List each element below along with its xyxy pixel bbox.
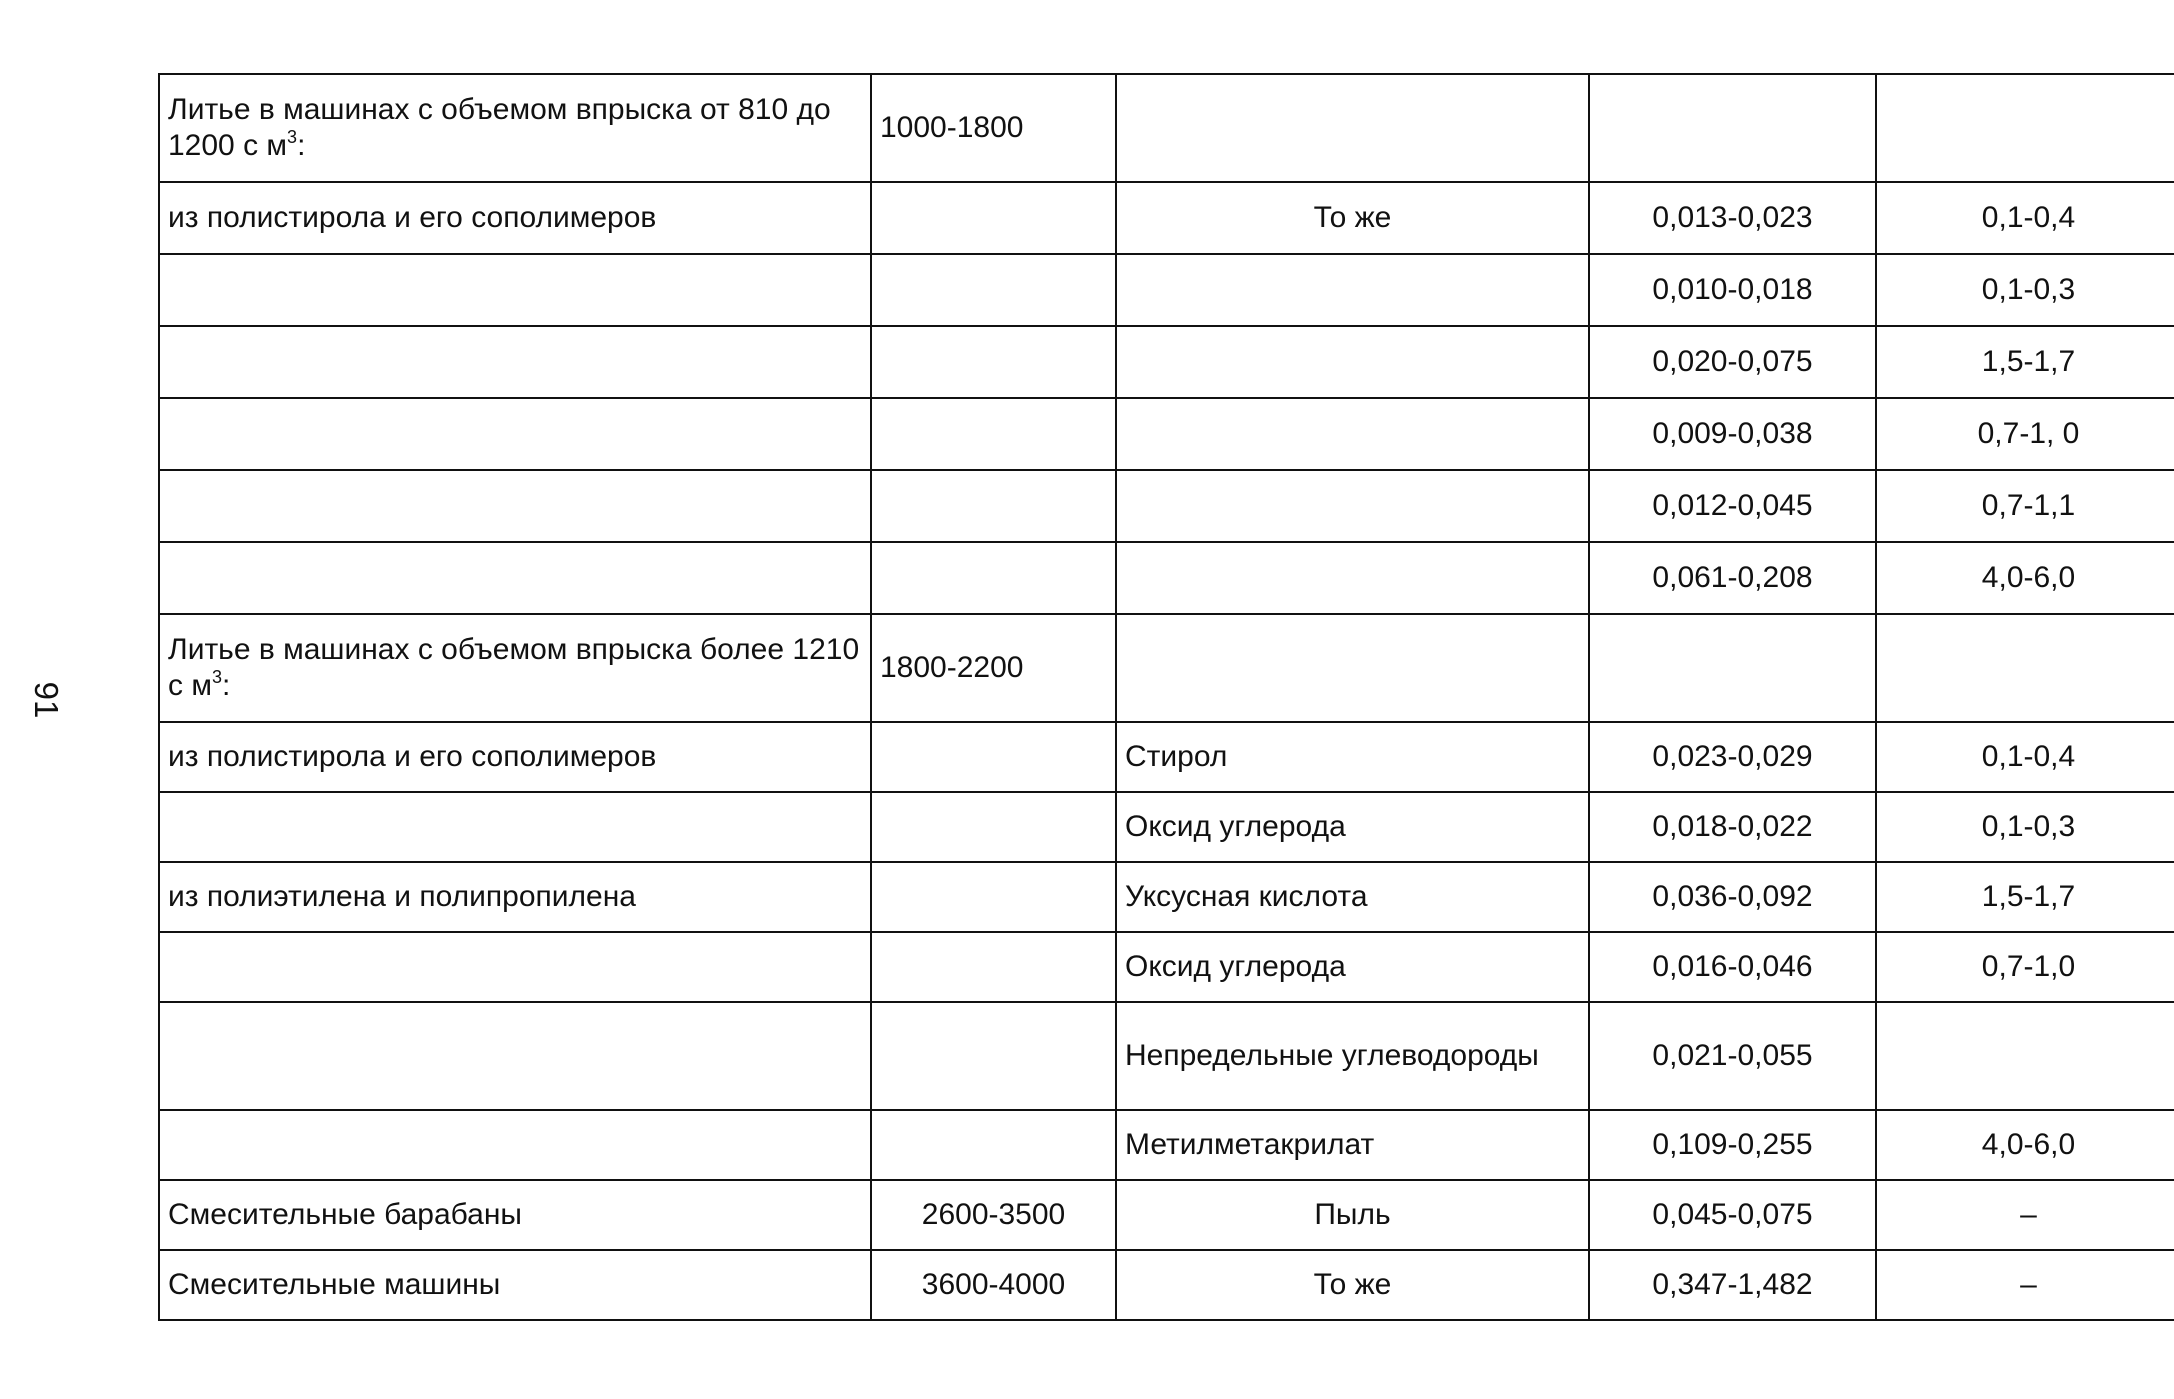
table-cell-value: 0,7-1,1 [1876, 470, 2174, 542]
table-cell-process [159, 398, 871, 470]
table-cell-substance: Пыль [1116, 1180, 1589, 1250]
table-cell-range: 3600-4000 [871, 1250, 1116, 1320]
table-cell-value [1876, 614, 2174, 722]
table-cell-range [871, 862, 1116, 932]
table-cell-process: из полистирола и его сополимеров [159, 722, 871, 792]
table-cell-substance [1116, 74, 1589, 182]
table-cell-value: – [1876, 1180, 2174, 1250]
table-cell-value: 1,5-1,7 [1876, 862, 2174, 932]
table-cell-concentration: 0,021-0,055 [1589, 1002, 1876, 1110]
table-row [159, 74, 2174, 182]
table-cell-range: 1800-2200 [871, 614, 1116, 722]
table-cell-concentration: 0,045-0,075 [1589, 1180, 1876, 1250]
table-cell-process [159, 792, 871, 862]
table-cell-value: 4,0-6,0 [1876, 542, 2174, 614]
table-row [159, 398, 2174, 470]
table-cell-process: из полистирола и его сополимеров [159, 182, 871, 254]
table-row [159, 862, 2174, 932]
table-cell-range [871, 398, 1116, 470]
table-cell-range [871, 254, 1116, 326]
table-cell-range: 1000-1800 [871, 74, 1116, 182]
table-cell-concentration: 0,023-0,029 [1589, 722, 1876, 792]
table-cell-range [871, 1002, 1116, 1110]
table-row [159, 182, 2174, 254]
table-row [159, 326, 2174, 398]
table-cell-substance: То же [1116, 182, 1589, 254]
table-cell-value: 0,7-1,0 [1876, 932, 2174, 1002]
table-cell-substance: Оксид углерода [1116, 792, 1589, 862]
table-cell-value [1876, 74, 2174, 182]
table-cell-value: 0,7-1, 0 [1876, 398, 2174, 470]
table-cell-value: 0,1-0,4 [1876, 182, 2174, 254]
table-cell-process: из полиэтилена и полипропилена [159, 862, 871, 932]
table-cell-concentration: 0,018-0,022 [1589, 792, 1876, 862]
table-cell-range [871, 470, 1116, 542]
table-cell-concentration: 0,009-0,038 [1589, 398, 1876, 470]
table-cell-substance [1116, 398, 1589, 470]
table-cell-concentration: 0,347-1,482 [1589, 1250, 1876, 1320]
table-cell-range [871, 932, 1116, 1002]
table-cell-process: Смесительные барабаны [159, 1180, 871, 1250]
table-cell-value: 0,1-0,3 [1876, 792, 2174, 862]
table-cell-value: 0,1-0,4 [1876, 722, 2174, 792]
table-cell-substance: Стирол [1116, 722, 1589, 792]
table-cell-substance [1116, 542, 1589, 614]
table-cell-concentration [1589, 74, 1876, 182]
table-cell-process [159, 1110, 871, 1180]
table-row [159, 1250, 2174, 1320]
table-cell-substance: Уксусная кислота [1116, 862, 1589, 932]
table-cell-range [871, 182, 1116, 254]
table-cell-process [159, 254, 871, 326]
table-cell-substance: Метилметакрилат [1116, 1110, 1589, 1180]
data-table [158, 73, 2174, 1321]
table-cell-concentration: 0,013-0,023 [1589, 182, 1876, 254]
table-cell-concentration: 0,012-0,045 [1589, 470, 1876, 542]
table-cell-process [159, 326, 871, 398]
table-cell-range [871, 722, 1116, 792]
table-cell-process: Смесительные машины [159, 1250, 871, 1320]
table-cell-concentration [1589, 614, 1876, 722]
table-cell-concentration: 0,020-0,075 [1589, 326, 1876, 398]
table-row [159, 722, 2174, 792]
table-row [159, 254, 2174, 326]
table-cell-substance [1116, 614, 1589, 722]
table-cell-concentration: 0,016-0,046 [1589, 932, 1876, 1002]
table-cell-process: Литье в машинах с объемом впрыска более 1210 с $м^3$: [159, 614, 871, 722]
table-cell-substance [1116, 470, 1589, 542]
table-cell-concentration: 0,109-0,255 [1589, 1110, 1876, 1180]
table-cell-range [871, 542, 1116, 614]
table-cell-concentration: 0,010-0,018 [1589, 254, 1876, 326]
table-cell-substance [1116, 254, 1589, 326]
table-cell-value: 4,0-6,0 [1876, 1110, 2174, 1180]
table-cell-concentration: 0,036-0,092 [1589, 862, 1876, 932]
table-row [159, 1002, 2174, 1110]
table-row [159, 470, 2174, 542]
table-cell-concentration: 0,061-0,208 [1589, 542, 1876, 614]
table-cell-substance [1116, 326, 1589, 398]
table-cell-substance: Непредельные углеводороды [1116, 1002, 1589, 1110]
table-cell-process [159, 470, 871, 542]
table-cell-range [871, 792, 1116, 862]
table-cell-value [1876, 1002, 2174, 1110]
table-cell-process [159, 932, 871, 1002]
page-number: 91 [28, 681, 65, 719]
table-cell-process [159, 542, 871, 614]
table-row [159, 932, 2174, 1002]
table-cell-value: 0,1-0,3 [1876, 254, 2174, 326]
table-row [159, 792, 2174, 862]
table-row [159, 1180, 2174, 1250]
table-cell-range [871, 326, 1116, 398]
table-cell-value: 1,5-1,7 [1876, 326, 2174, 398]
table-cell-substance: Оксид углерода [1116, 932, 1589, 1002]
table-cell-value: – [1876, 1250, 2174, 1320]
table-row [159, 614, 2174, 722]
table-row [159, 1110, 2174, 1180]
table-cell-range: 2600-3500 [871, 1180, 1116, 1250]
table-cell-range [871, 1110, 1116, 1180]
table-cell-process [159, 1002, 871, 1110]
table-cell-substance: То же [1116, 1250, 1589, 1320]
table-cell-process: Литье в машинах с объемом впрыска от 810 до 1200 с $м^3$: [159, 74, 871, 182]
table-row [159, 542, 2174, 614]
